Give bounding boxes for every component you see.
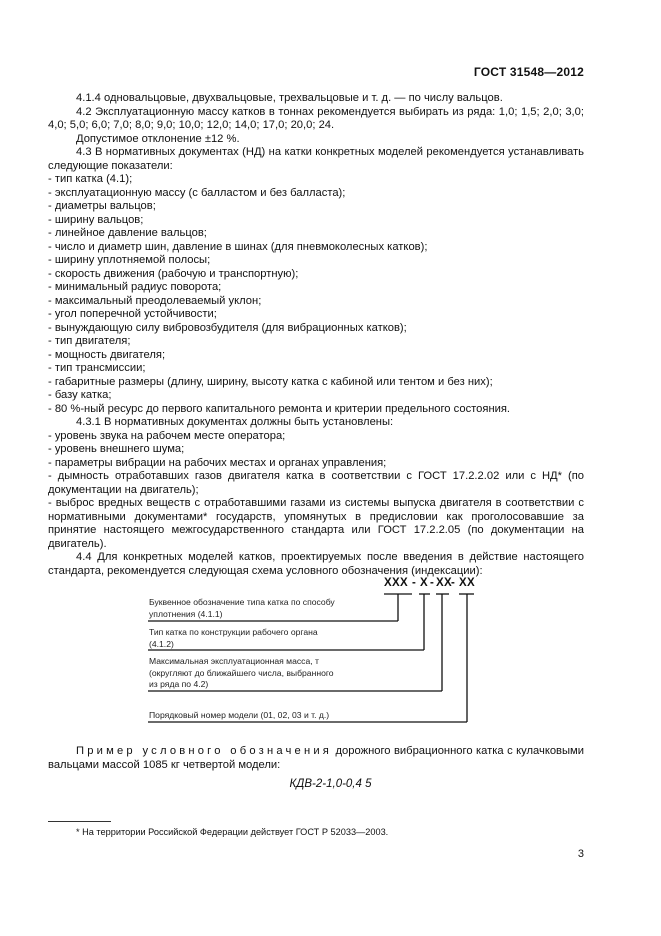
list-item: - минимальный радиус поворота; (48, 281, 222, 293)
paragraph-4-1-4: 4.1.4 одновальцовые, двухвальцовые, трехвальцовые и т. д. — по числу вальцов. (76, 92, 503, 104)
list-item: - эксплуатационную массу (с балластом и без балласта); (48, 186, 346, 199)
scheme-label-design: Тип катка по конструкции рабочего органа (4.1.2) (149, 627, 318, 649)
paragraph-4-2-tolerance: Допустимое отклонение ±12 %. (76, 132, 240, 145)
list-item: - параметры вибрации на рабочих местах и органах управления; (48, 456, 387, 469)
scheme-label-mass: Максимальная эксплуатационная масса, т (округляют до ближайшего числа, выбранного из ряда по 4.2) (149, 656, 334, 689)
example-lead: Пример условного обозначения (76, 745, 333, 757)
list-item: - выброс вредных веществ с отработавшими газами из системы выпуска двигателя в соответствии с нормативными документами* государств, упомянутых в предисловии как проголосовавшие за принятие настоящего межгосударственного стандарта или ГОСТ 17.2.2.05 (по документации на двигатель). (48, 497, 584, 550)
footnote: * На территории Российской Федерации действует ГОСТ Р 52033—2003. (76, 827, 389, 837)
list-item: - диаметры вальцов; (48, 200, 156, 212)
list-item: - габаритные размеры (длину, ширину, высоту катка с кабиной или тентом и без них); (48, 375, 493, 388)
list-item: - мощность двигателя; (48, 348, 166, 361)
list-item: - базу катка; (48, 389, 112, 401)
paragraph-4-2: 4.2 Эксплуатационную массу катков в тоннах рекомендуется выбирать из ряда: 1,0; 1,5; 2,0; 3,0; 4,0; 5,0; 6,0; 7,0; 8,0; 9,0; 10,0; 12,0; 14,0; 17,0; 20,0; 24. (48, 105, 584, 131)
standard-code-header: ГОСТ 31548—2012 (473, 65, 584, 79)
list-item: - 80 %-ный ресурс до первого капитального ремонта и критерии предельного состояния. (48, 402, 511, 415)
list-item: - максимальный преодолеваемый уклон; (48, 294, 262, 307)
code-xx-mass: XX (436, 577, 452, 589)
example-model-designation: КДВ-2-1,0-0,4 5 (289, 778, 372, 790)
list-item: - линейное давление вальцов; (48, 227, 207, 239)
list-item: - уровень звука на рабочем месте оператора; (48, 429, 286, 442)
list-item: - скорость движения (рабочую и транспортную); (48, 267, 299, 280)
list-item: - уровень внешнего шума; (48, 443, 185, 455)
code-dash: - (430, 577, 434, 589)
code-x: X (420, 577, 428, 589)
code-dash: - (412, 577, 416, 589)
list-item: - тип катка (4.1); (48, 173, 133, 185)
main-text (48, 92, 584, 578)
scheme-label-type: Буквенное обозначение типа катка по способу уплотнения (4.1.1) (149, 597, 335, 619)
code-xxx: XXX (384, 577, 408, 589)
footnote-separator (48, 821, 111, 822)
paragraph-4-4: 4.4 Для конкретных моделей катков, проектируемых после введения в действие настоящего стандарта, рекомендуется следующая схема условного обозначения (индексации): (48, 551, 584, 577)
list-item: - угол поперечной устойчивости; (48, 308, 217, 320)
list-item: - число и диаметр шин, давление в шинах (для пневмоколесных катков); (48, 240, 428, 253)
paragraph-4-3: 4.3 В нормативных документах (НД) на катки конкретных моделей рекомендуется устанавливать следующие показатели: (48, 146, 584, 172)
list-item: - тип двигателя; (48, 335, 131, 347)
example-paragraph (48, 744, 584, 772)
example-text: дорожного вибрационного катка с кулачковыми вальцами массой 1085 кг четвертой модели: (48, 745, 584, 771)
code-dash: - (451, 577, 455, 589)
list-item: - тип трансмиссии; (48, 362, 146, 374)
list-4-3 (48, 173, 584, 416)
code-xx-model: XX (459, 577, 475, 589)
paragraph-4-3-1: 4.3.1 В нормативных документах должны быть установлены: (76, 416, 394, 428)
scheme-label-model-number: Порядковый номер модели (01, 02, 03 и т. д.) (149, 710, 330, 720)
list-4-3-1 (48, 430, 584, 552)
designation-scheme (146, 574, 506, 734)
list-item: - дымность отработавших газов двигателя катка в соответствии с ГОСТ 17.2.2.02 или с НД* (по документации на двигатель); (48, 470, 584, 496)
page-number: 3 (577, 848, 584, 860)
list-item: - вынуждающую силу вибровозбудителя (для вибрационных катков); (48, 321, 407, 334)
list-item: - ширину уплотняемой полосы; (48, 254, 211, 266)
list-item: - ширину вальцов; (48, 213, 144, 226)
